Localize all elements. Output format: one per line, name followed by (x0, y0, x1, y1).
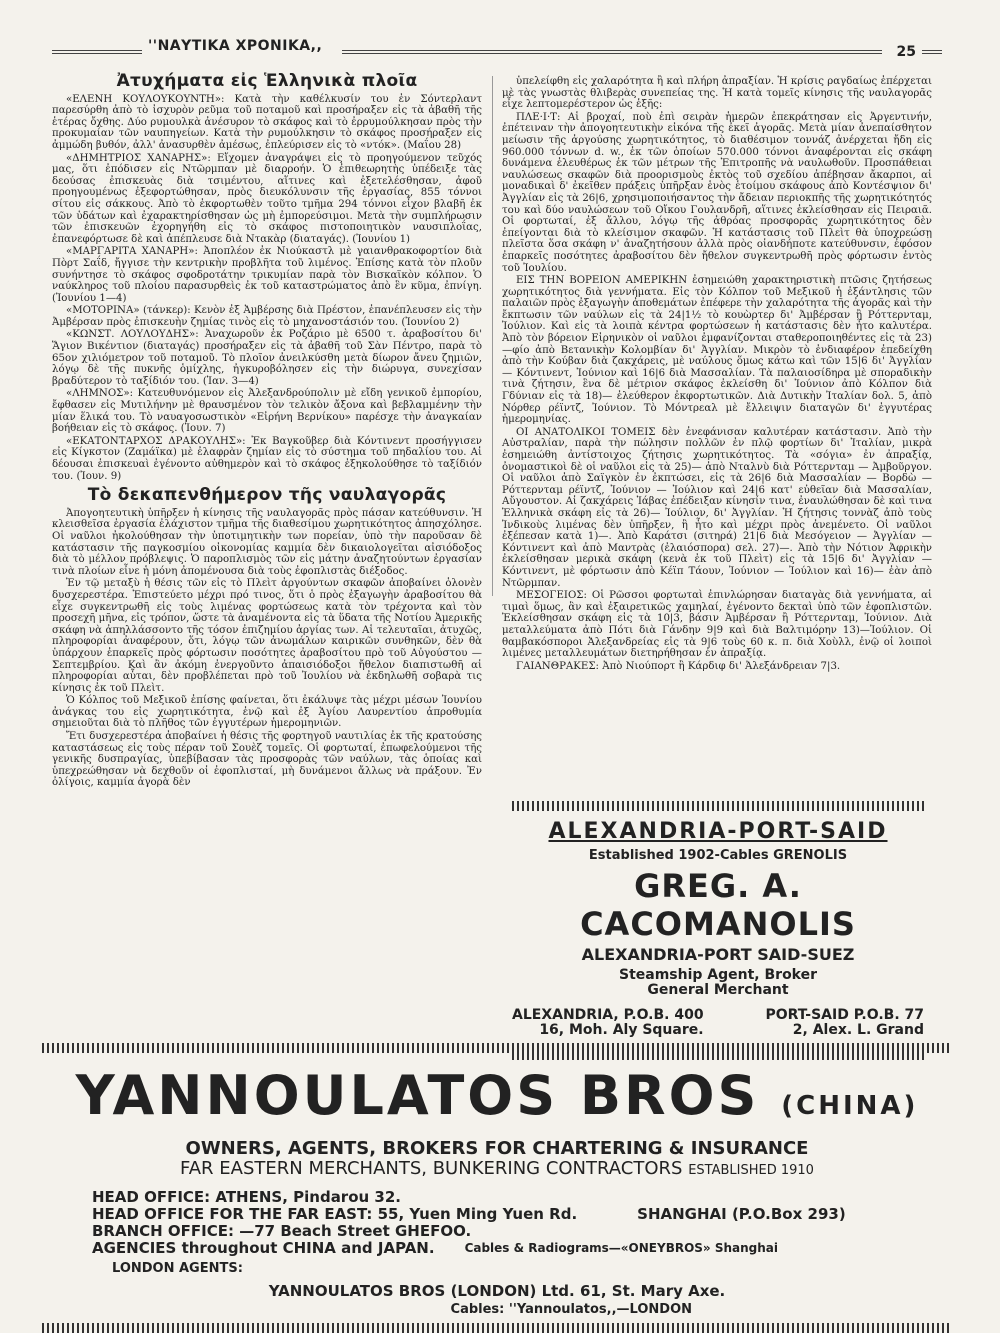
article-paragraph: «ΜΟΤΟΡΙΝΑ» (τάνκερ): Κενὸν ἐξ Ἀμβέρσης διὰ Πρέστον, ἐπανέπλευσεν εἰς τὴν Ἀμβέρσαν πρὸς ἐπισκευὴν ζημίας τινὸς εἰς τὸ μηχανοστάσιόν του. (Ἰουνίου 2) (52, 305, 482, 328)
ad2-shanghai: SHANGHAI (P.O.Box 293) (637, 1205, 846, 1223)
ps-pob: PORT-SAID P.O.B. 77 (765, 1007, 924, 1023)
header-rule-left (52, 50, 142, 54)
ad2-far-east-row (92, 1206, 942, 1223)
ad-locations: ALEXANDRIA-PORT SAID-SUEZ (581, 945, 855, 964)
ad2-merchants (52, 1159, 942, 1181)
alex-street: 16, Moh. Aly Square. (539, 1022, 704, 1038)
ad-company-name: GREG. A. CACOMANOLIS (580, 867, 856, 943)
ps-street: 2, Alex. L. Grand (792, 1022, 924, 1038)
article-paragraph: «ΛΗΜΝΟΣ»: Κατευθυνόμενον εἰς Ἀλεξανδρούπολιν μὲ εἴδη γενικοῦ ἐμπορίου, ἔφθασεν εἰς Μυτιλήνην μὲ θραυσμένον τὸν τελικὸν ἄξονα καὶ βεβλαμμένην τὴν μίαν ἕλικά του. Τὸ ναυαγοσωστικὸν «Εἰρήνη Βερνίκου» παρέσχε τὴν ἀναγκαίαν βοήθειαν εἰς τὸ σκάφος. (Ἰουν. 7) (52, 388, 482, 435)
ad2-established: ESTABLISHED 1910 (688, 1163, 814, 1178)
ad2-border-bottom (42, 1323, 952, 1333)
accidents-paragraphs (52, 94, 482, 483)
ad-established: Established 1902-Cables GRENOLIS (588, 848, 848, 863)
page-header (52, 38, 942, 68)
ad2-branch: BRANCH OFFICE: —77 Beach Street GHEFOO. (92, 1222, 472, 1240)
ad2-london-agents: LONDON AGENTS: (112, 1261, 243, 1276)
article-paragraph: Ἀπογοητευτικὴ ὑπῆρξεν ἡ κίνησις τῆς ναυλαγορᾶς πρὸς πάσαν κατεύθυνσιν. Ἡ κλεισθεῖσα ἐργασία ἐλάχιστον τμῆμα τῆς διαθεσίμου χωρητικότητος ἀπησχόλησε. Οἱ ναῦλοι ἠκολούθησαν τὴν ὑποτιμητικὴν των πορείαν, ὑπὸ τὴν παροῦσαν δὲ κατάστασιν τῆς παγκοσμίου οἰκονομίας καμμία δὲν δικαιολογεῖται αἰσιόδοξος διὰ τὸ μέλλον πρόβλεψις. Ὁ παροπλισμὸς τῶν εἰς μάτην ἀναζητούντων ἐργασίαν τινὰ πλοίων εἶνε ἡ μόνη ἀπομένουσα διὰ τοὺς ἐφοπλιστὰς διέξοδος. (52, 507, 482, 577)
header-rule-end (922, 50, 942, 54)
ad-addresses (512, 1008, 924, 1038)
article-paragraph: ΟΙ ΑΝΑΤΟΛΙΚΟΙ ΤΟΜΕΙΣ δὲν ἐνεφάνισαν καλυτέραν κατάστασιν. Ἀπὸ τὴν Αὐστραλίαν, παρὰ τὴν πώλησιν πολλῶν ἐν πλῷ φορτίων δι' Ἰταλίαν, μικρὰ ἐσημειώθη ἀντίστοιχος ζήτησις χωρητικότητος. Τὰ «σόγια» ἐν ἀπραξίᾳ, ὀνομαστικοὶ δὲ οἱ ναῦλοι εἰς τὰ 25)— ἀπὸ Νταλνὺ διὰ Ρόττερνταμ — Ἀμβοῦργον. Οἱ ναῦλοι ἀπὸ Σαϊγκὸν ἐν ἐκπτώσει, εἰς τὰ 26|6 διὰ Μασσαλίαν — Βορδὼ — Ρόττερνταμ ρέϊντζ, Ἰούνιον — Ἰούλιον καὶ 24|6 κατ' εὐθεῖαν διὰ Μασσαλίαν, Αὔγουστον. Αἱ ζακχάρεις Ἰάβας ἐπέδειξαν κίνησίν τινα, ἐναυλώθησαν δὲ καὶ τινα Ἑλληνικὰ σκάφη εἰς τὰ 26)— Ἰούλιον, δι' Ἀγγλίαν. Ἡ ζήτησις τοννὰζ ἀπὸ τοὺς Ἰνδικοὺς λιμένας δὲν ὑπῆρξεν, ἢ ἦτο καὶ μέχρι πρὸς ἀνεμένετο. Οἱ ναῦλοι ἐξέπεσαν κατὰ 1)—. Ἀπὸ Καράτσι (σιτηρά) 21|6 διὰ Μεσόγειον — Ἀγγλίαν — Κόντινεντ καὶ ἀπὸ Μαντρὰς (ἐλαιόσπορα) σελ. 27)—. Ἀπὸ τὴν Νότιον Ἀφρικὴν ἐκλείσθησαν μερικὰ σκάφη (κενὰ ἐκ τοῦ Πλεὶτ) εἰς τὰ 15|6 δι' Ἀγγλίαν — Κόντινεντ, μὲ φόρτωσιν ἀπὸ Κέϊπ Τάουν, Ἰούνιον — Ἰούλιον καὶ 16)— ἐὰν ἀπὸ Ντῶρμπαν. (502, 426, 932, 589)
article-paragraph: Ἐν τῷ μεταξὺ ἡ θέσις τῶν εἰς τὸ Πλεὶτ ἀργούντων σκαφῶν ἀποβαίνει ὁλονὲν δυσχερεστέρα. Ἐπιστεύετο μέχρι πρό τινος, ὅτι ὁ πρὸς ἐξαγωγὴν ἀραβοσίτου θὰ εἶχε συγκεντρωθῆ εἰς τοὺς λιμένας φορτώσεως κατὰ τὸν τρέχοντα καὶ τὸν προσεχῆ μῆνα, εἰς τρόπον, ὥστε τὰ ἀναμένοντα εἰς τὰ ὕδατα τῆς Νοτίου Ἀμερικῆς σκάφη νὰ ἀπηλλάσσοντο τῆς τόσον ἐπιζημίου ἀργίας των. Αἱ τελευταῖαι, ἀτυχῶς, πληροφορίαι ἀναφέρουν, ὅτι, λόγῳ τῶν ἀνωμάλων καιρικῶν συνθηκῶν, δὲν θὰ ὑπάρχουν ἐπαρκεῖς πρὸς φόρτωσιν ποσότητες ἀραβοσίτου πρὸ τοῦ Αὐγούστου — Σεπτεμβρίου. Καὶ ἂν ἀκόμη ἐνεργοῦντο ἀπαισιόδοξοι ἤθελον διαπιστωθῆ αἱ πληροφορίαι αὗται, δὲν προβλέπεται πρὸ τοῦ Ἰουλίου νὰ ἐκδηλωθῆ σοβαρὰ τις κίνησις ἐκ τοῦ Πλεὶτ. (52, 578, 482, 694)
article-paragraph: ὑπελείφθη εἰς χαλαρότητα ἢ καὶ πλήρη ἀπραξίαν. Ἡ κρίσις ραγδαίως ἐπέρχεται μὲ τὰς γνωστὰς θλιβερὰς συνεπείας της. Ἡ κατὰ τομεῖς κίνησις τῆς ναυλαγορᾶς εἶχε λεπτομερέστερον ὡς ἑξῆς: (502, 76, 932, 111)
ad-role-line2: General Merchant (647, 982, 789, 998)
publication-title: ''ΝΑΥΤΙΚΑ ΧΡΟΝΙΚΑ,, (142, 38, 328, 54)
article-paragraph: ΜΕΣΟΓΕΙΟΣ: Οἱ Ρῶσσοι φορτωταὶ ἐπινλώρησαν διαταγὰς διὰ γεννήματα, αἱ τιμαὶ ὅμως, ἂν καὶ ἐξαιρετικῶς χαμηλαί, ἐγένοντο δεκταὶ ὑπὸ τῶν ἐφοπλιστῶν. Ἐκλείσθησαν σκάφη εἰς τὰ 10|3, βάσιν Ἀμβέρσαν ἢ Ρόττερνταμ, Ἰούνιον. Διὰ μεταλλεύματα ἀπὸ Πότι διὰ Γάνδην 9|9 καὶ διὰ Βαλτιμόρην 13)—Ἰούλιον. Οἱ θαμβακόσποροι Ἀλεξανδρείας εἰς τὰ 9|6 τοὺς 60 κ. π. διὰ Χοὺλλ, ἐνῷ οἱ λοιποὶ λιμένες μεταλλευμάτων διετηρήθησαν ἐν ἀπραξίᾳ. (502, 590, 932, 660)
alex-pob: ALEXANDRIA, P.O.B. 400 (512, 1007, 704, 1023)
cacomanolis-advertisement (502, 793, 934, 1038)
article-paragraph: Ἔτι δυσχερεστέρα ἀποβαίνει ἡ θέσις τῆς φορτηγοῦ ναυτιλίας ἐκ τῆς κρατούσης καταστάσεως εἰς τοὺς πέραν τοῦ Σουὲζ τομεῖς. Οἱ φορτωταί, ἐπωφελούμενοι τῆς γενικῆς δυσπραγίας, ὑπεβίβασαν τὰς προσφορὰς τῶν ναύλων, τὰς ὁποίας καὶ ὑπεχρεώθησαν νὰ δεχθοῦν οἱ ἐφοπλισταί, μὴ δυνάμενοι ἄλλως νὰ πράξουν. Ἐν ὀλίγοις, καμμία ἀγορὰ δὲν (52, 731, 482, 789)
article-paragraph: Ὁ Κόλπος τοῦ Μεξικοῦ ἐπίσης φαίνεται, ὅτι ἐκάλυψε τὰς μέχρι μέσων Ἰουνίου ἀνάγκας του εἰς χωρητικότητα, ἐνῷ καὶ ἐξ Ἁγίου Λαυρεντίου ἀπροθυμία σημειοῦται διὰ τὸ πλῆθος τῶν ἐγγυτέρων ἡμερομηνιῶν. (52, 695, 482, 730)
article-columns (52, 71, 942, 816)
freight-continued-paragraphs (502, 76, 932, 672)
article-paragraph: «ΚΩΝΣΤ. ΛΟΥΛΟΥΔΗΣ»: Ἀναχωροῦν ἐκ Ροζάριο μὲ 6500 τ. ἀραβοσίτου δι' Ἅγιον Βικέντιον (διαταγάς) προσήραξεν εἰς τὰ ἀβαθῆ τοῦ Σὰν Πέντρο, παρὰ τὸ 65ον χιλιόμετρον τοῦ ποταμοῦ. Τὸ πλοῖον ἀνειλκύσθη μετὰ δίωρον ἄνευ ζημιῶν, λόγῳ δὲ τῆς πυκνῆς ὁμίχλης, ἠγκυροβόλησεν εἰς τὴν διώρυγα, συνεχίσαν βραδύτερον τὸ ταξίδιόν του. (Ἰαν. 3—4) (52, 329, 482, 387)
article-paragraph: «ΔΗΜΗΤΡΙΟΣ ΧΑΝΑΡΗΣ»: Εἴχομεν ἀναγράψει εἰς τὸ προηγούμενον τεῦχός μας, ὅτι ἐπόδισεν εἰς Ντῶρμπαν μὲ διαρροήν. Ὁ ἐπιθεωρητὴς ὑπέδειξε τὰς δεούσας ἐπισκευὰς διὰ τσιμέντου, αἵτινες καὶ ἐξετελέσθησαν, ἀφοῦ προηγουμένως ἐξεφορτώθησαν, πρὸς διευκόλυνσιν τῆς ἐργασίας, 855 τόννοι σίτου εἰς σάκκους. Ἀπὸ τὸ ἐκφορτωθὲν τοῦτο τμῆμα 294 τόννοι εἶχον βλαβῆ ἐκ τῶν ὑδάτων καὶ ἐχαρακτηρίσθησαν ὡς μὴ ἐμπορεύσιμοι. Μετὰ τὴν συμπλήρωσιν τῶν ἐπισκευῶν ἐχορηγήθη εἰς τὸ σκάφος πιστοποιητικὸν ναυσιπλοΐας, ἐπανεφόρτωσε δὲ καὶ ἀπέπλευσε διὰ Ντακὰρ (διαταγάς). (Ἰουνίου 1) (52, 152, 482, 245)
article-paragraph: ΠΛΕ·Ι·Τ: Αἱ βροχαί, ποὺ ἐπὶ σειρὰν ἡμερῶν ἐπεκράτησαν εἰς Ἀργεντινήν, ἐπέτειναν τὴν ἀπογοητευτικὴν εἰκόνα τῆς ἐκεῖ ἀγορᾶς. Μετὰ μίαν ἀνεπαίσθητον μείωσιν τῆς ἀργούσης χωρητικότητος, τὸ διαθέσιμον τοννάζ ἀνέρχεται ἤδη εἰς 960.000 τόννων d. w., ἐκ τῶν ὁποίων 570.000 τόννοι ἀναφέρονται εἰς σκάφη δυνάμενα ἐλευθέρως ἐκ τῶν μέτρων τῆς Ἐπιτροπῆς νὰ ναυλωθοῦν. Προσπάθειαι ναυλώσεως σκαφῶν διὰ προορισμοὺς ἐκτὸς τοῦ σχεδίου ἀπέβησαν ἄκαρποι, αἱ μοναδικαὶ δ' ἐκεῖθεν πράξεις ὑπῆρξαν ἑνὸς ἑτοίμου σκάφους ἀπὸ Κοντέσψιον δι' Ἀγγλίαν εἰς τὰ 26|6, χρησιμοποιήσαντος τὴν ἄδειαν περιοκπῆς τῆς χωρητικότητός του καὶ δύο ναυλώσεων τοῦ Οἴκου Γουλανδρῆ, αἵτινες ἐκλείσθησαν εἰς Πειραιᾶ. Οἱ φορτωταί, ἐξ ἄλλου, λόγῳ τῆς ἀθρόας προσφορᾶς χωρητικότητος δὲν ἐπείγονται διὰ τὸ κλείσιμον σκαφῶν. Ἡ κατάστασις τοῦ Πλεὶτ θὰ ὑποχρεώσῃ πλεῖστα ὅσα σκάφη ν' ἀναζητήσουν ἀλλὰ πρὸς οἱανδήποτε κατεύθυνσιν, ἐφόσον ἐπαρκεῖς ποσότητες ἀραβοσίτου δὲν ἤθελον συγκεντρωθῆ πρὸς φόρτωσιν ἐντὸς τοῦ Ἰουλίου. (502, 111, 932, 274)
ad2-agencies: AGENCIES throughout CHINA and JAPAN. (92, 1239, 435, 1257)
ad-role (512, 968, 924, 998)
heading-freight-market: Τὸ δεκαπενθήμερον τῆς ναυλαγορᾶς (87, 485, 447, 506)
portsaid-address (765, 1008, 924, 1038)
column-divider (492, 76, 493, 596)
header-rule-right (342, 50, 882, 54)
ad-role-line1: Steamship Agent, Broker (618, 967, 818, 983)
yannoulatos-advertisement (52, 1043, 942, 1317)
ad2-cables-london: Cables: ''Yannoulatos,,—LONDON (450, 1302, 692, 1317)
newspaper-page (52, 38, 942, 1317)
article-paragraph: «ΕΛΕΝΗ ΚΟΥΛΟΥΚΟΥΝΤΗ»: Κατὰ τὴν καθέλκυσίν του ἐν Σόντερλαντ παρεσύρθη ἀπὸ τὸ ἰσχυρὸν ρεῦμα τοῦ ποταμοῦ καὶ προσήραξεν εἰς τὰ ἀβαθῆ τῆς ἑτέρας ὄχθης. Δύο ρυμουλκὰ ἀνέσυρον τὸ σκάφος καὶ τὸ ἐρρυμούλκησαν πρὸς τὴν προκυμαίαν τῶν ναυπηγείων. Κατὰ τὴν ρυμούλκησιν τὸ σκάφος προσήραξεν εἰς ἀμμώδη βυθόν, ἀλλ' ἀνασυρθὲν ἀμέσως, ἐπλεύρισεν εἰς τὸ «ντόκ». (Μαΐου 28) (52, 93, 482, 151)
ad2-company (52, 1064, 942, 1135)
ad2-border-top (42, 1043, 952, 1053)
article-paragraph: ΕΙΣ ΤΗΝ ΒΟΡΕΙΟΝ ΑΜΕΡΙΚΗΝ ἐσημειώθη χαρακτηριστικὴ πτῶσις ζητήσεως χωρητικότητος διὰ γεννήματα. Εἰς τὸν Κόλπον τοῦ Μεξικοῦ ἡ ἐξάντλησις τῶν παλαιῶν πρὸς ἐξαγωγὴν ἀποθεμάτων ἐπέφερε τὴν χαλαρότητα τῆς ἀγορᾶς καὶ τὴν ἔκπτωσιν τῶν ναύλων εἰς τὰ 24|1½ τὸ κουὼρτερ δι' Ἀμβέρσαν ἢ Ρόττερνταμ, Ἰούλιον. Καὶ εἰς τὰ λοιπὰ κέντρα φορτώσεων ἡ κατάστασις δὲν ἦτο καλυτέρα. Ἀπὸ τὸν βόρειον Εἰρηνικὸν οἱ ναῦλοι ἐμφανίζονται σταθεροποιηθέντες εἰς τὰ 23)—φίο ἀπὸ Βετανικὴν Κολομβίαν δι' Ἀγγλίαν. Μικρὸν τὸ ἐνδιαφέρον ἐπεδείχθη ἀπὸ τὴν Κούβαν διὰ ζακχάρεις, μὲ ναύλους ὅμως κάτω καὶ τῶν 15|6 δι' Ἀγγλίαν — Κόντινεντ, Ἰούνιον καὶ 16|6 διὰ Μασσαλίαν. Τὰ παλαιοσίδηρα μὲ σποραδικὴν τινὰ ζήτησιν, ἓνα δὲ μέτριον σκάφος ἐκλείσθη δι' Ἰούνιον ἀπὸ Κόλπον διὰ Γδύνιαν εἰς τὰ 18)— ἐλεύθερον ἐκφορτωτικῶν. Διὰ Δυτικὴν Ἰταλίαν δολ. 5, ἀπὸ Νόρθερ ρέϊντζ, Ἰούνιον. Τὸ Μόντρεαλ μὲ ἔλλειψιν διαταγῶν δι' ἐγγυτέρας ἡμερομηνίας. (502, 275, 932, 426)
ad-route: ALEXANDRIA-PORT-SAID (548, 819, 888, 844)
article-paragraph: «ΕΚΑΤΟΝΤΑΡΧΟΣ ΔΡΑΚΟΥΛΗΣ»: Ἐκ Βαγκοῦβερ διὰ Κόντινεντ προσήγγισεν εἰς Κίγκστον (Ζαμάϊκα) μὲ ἐλαφρὰν ζημίαν εἰς τὸ σύστημα τοῦ πηδαλίου του. Αἱ δέουσαι ἐπισκευαὶ ἐγένοντο αὐθημερὸν καὶ τὸ σκάφος ἐξηκολούθησε τὸ ταξίδιόν του. (Ἰουν. 9) (52, 435, 482, 482)
heading-accidents: Ἀτυχήματα εἰς Ἑλληνικὰ πλοῖα (116, 71, 418, 91)
freight-paragraphs (52, 508, 482, 789)
ad2-cables-shanghai: Cables & Radiograms—«ONEYBROS» Shanghai (464, 1241, 779, 1255)
left-column (52, 71, 482, 790)
ad2-head-office: HEAD OFFICE: ATHENS, Pindarou 32. (92, 1188, 401, 1206)
ad-border-top (512, 801, 924, 811)
article-paragraph: ΓΑΙΑΝΘΡΑΚΕΣ: Ἀπὸ Νιούπορτ ἢ Κάρδιφ δι' Ἀλεξάνδρειαν 7|3. (516, 660, 841, 672)
ad2-company-name: YANNOULATOS BROS (75, 1064, 760, 1127)
page-number: 25 (891, 44, 922, 60)
ad2-agencies-row (92, 1240, 942, 1257)
ad2-offices (92, 1189, 942, 1257)
ad2-company-suffix: (CHINA) (781, 1091, 919, 1121)
ad2-services: OWNERS, AGENTS, BROKERS FOR CHARTERING & INSURANCE (185, 1138, 809, 1159)
ad2-far-east: HEAD OFFICE FOR THE FAR EAST: 55, Yuen Ming Yuen Rd. (92, 1205, 578, 1223)
alexandria-address (512, 1008, 704, 1038)
ad2-london-office: YANNOULATOS BROS (LONDON) Ltd. 61, St. Mary Axe. (268, 1282, 726, 1300)
article-paragraph: «ΜΑΡΓΑΡΙΤΑ ΧΑΝΑΡΗ»: Ἀποπλέον ἐκ Νιούκαστλ μὲ γαιανθρακοφορτίον διὰ Πὸρτ Σαΐδ, ἤγγισε τὴν κεντρικὴν προβλῆτα τοῦ λιμένος. Ἐπίσης κατὰ τὸν πλοῦν συνήντησε τὸ σκάφος σφοδροτάτην τρικυμίαν παρὰ τὸν Βισκαϊκὸν κόλπον. Ὁ ναύκληρος τοῦ πλοίου παρασυρθεὶς ἐκ τοῦ καταστρώματος ἀπὸ ἓν κῦμα, ἐπνίγη. (Ἰουνίου 1—4) (52, 246, 482, 304)
right-column (502, 76, 932, 673)
ad2-merchants-text: FAR EASTERN MERCHANTS, BUNKERING CONTRACTORS (180, 1158, 683, 1179)
